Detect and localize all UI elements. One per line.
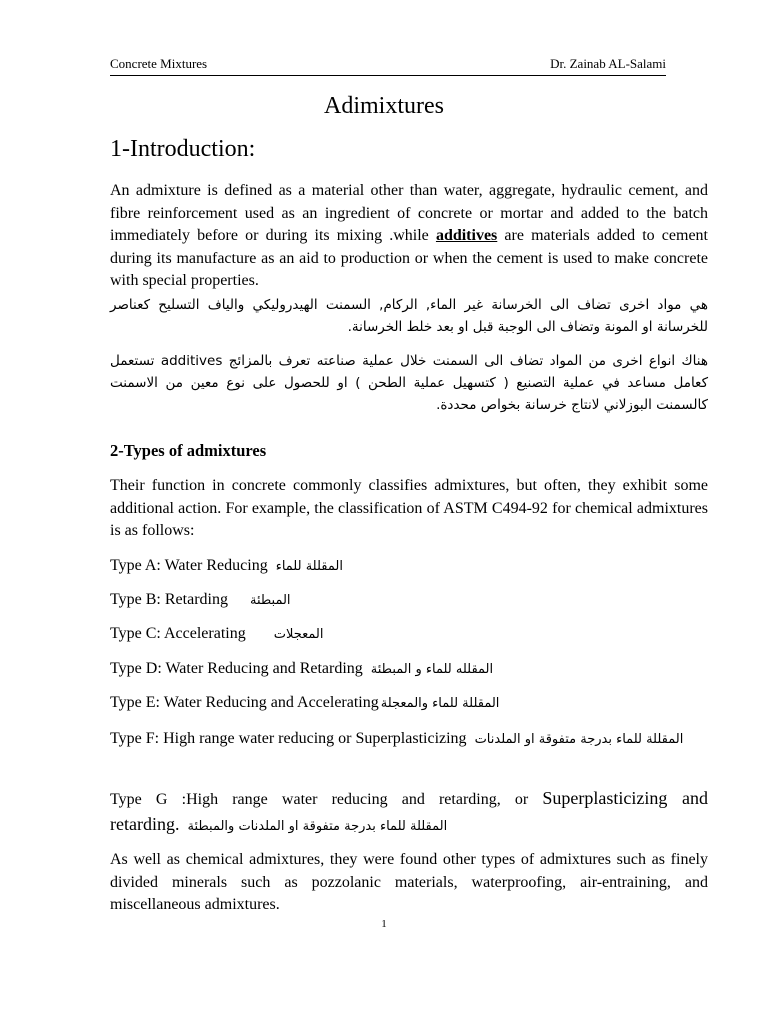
page-header xyxy=(110,52,666,72)
type-c-line: Type C: Accelerating المعجلات xyxy=(110,625,324,642)
closing-paragraph: As well as chemical admixtures, they were found other types of admixtures such as finely divided minerals such as pozzolanic materials, waterproofing, air-entraining, and miscellaneous admixtures. xyxy=(110,851,708,913)
types-intro-paragraph: Their function in concrete commonly classifies admixtures, but often, they exhibit some additional action. For example, the classification of ASTM C494-92 for chemical admixtures is as follows: xyxy=(110,477,708,539)
type-g-line: Type G :High range water reducing and retarding, or Superplasticizing and retarding. المقللة للماء بدرجة متفوقة او الملدنات والمبطئة xyxy=(110,788,708,834)
header-course-title: Concrete Mixtures xyxy=(110,56,208,71)
section-heading-introduction: 1-Introduction: xyxy=(110,136,256,162)
arabic-additives-paragraph: هناك انواع اخرى من المواد تضاف الى السمنت خلال عملية صناعته تعرف بالمزائج additives تستعمل كعامل مساعد في عملية التصنيع ( كتسهيل عملية الطحن ) او للحصول على نوع معين من الاسمنت كالسمنت البوزلاني لانتاج خرسانة بخواص محددة. xyxy=(110,353,708,413)
arabic-definition-paragraph: هي مواد اخرى تضاف الى الخرسانة غير الماء, الركام, السمنت الهيدروليكي والياف التسليح كعناصر للخرسانة او المونة وتضاف الى الوجبة قبل او بعد خلط الخرسانة. xyxy=(110,297,708,335)
header-divider xyxy=(110,75,666,76)
intro-paragraph: An admixture is defined as a material other than water, aggregate, hydraulic cement, and fibre reinforcement used as an ingredient of concrete or mortar and added to the batch immediately before or during its mixing .while additives are materials added to cement during its manufacture as an aid to production or when the cement is used to make concrete with special properties. xyxy=(110,182,709,289)
type-a-line: Type A: Water Reducing المقللة للماء xyxy=(110,557,343,574)
header-author: Dr. Zainab AL-Salami xyxy=(550,56,666,71)
type-e-line: Type E: Water Reducing and Accelerating المقللة للماء والمعجلة xyxy=(110,694,500,711)
type-d-line: Type D: Water Reducing and Retarding المقلله للماء و المبطئة xyxy=(110,660,494,677)
page-title: Adimixtures xyxy=(324,93,444,119)
section-heading-types: 2-Types of admixtures xyxy=(110,441,267,460)
additives-emphasis: additives xyxy=(435,227,498,244)
page-number: 1 xyxy=(381,918,387,930)
type-f-line: Type F: High range water reducing or Superplasticizing المقللة للماء بدرجة متفوقة او الملدنات xyxy=(110,730,684,747)
type-b-line: Type B: Retarding المبطئة xyxy=(110,591,291,608)
